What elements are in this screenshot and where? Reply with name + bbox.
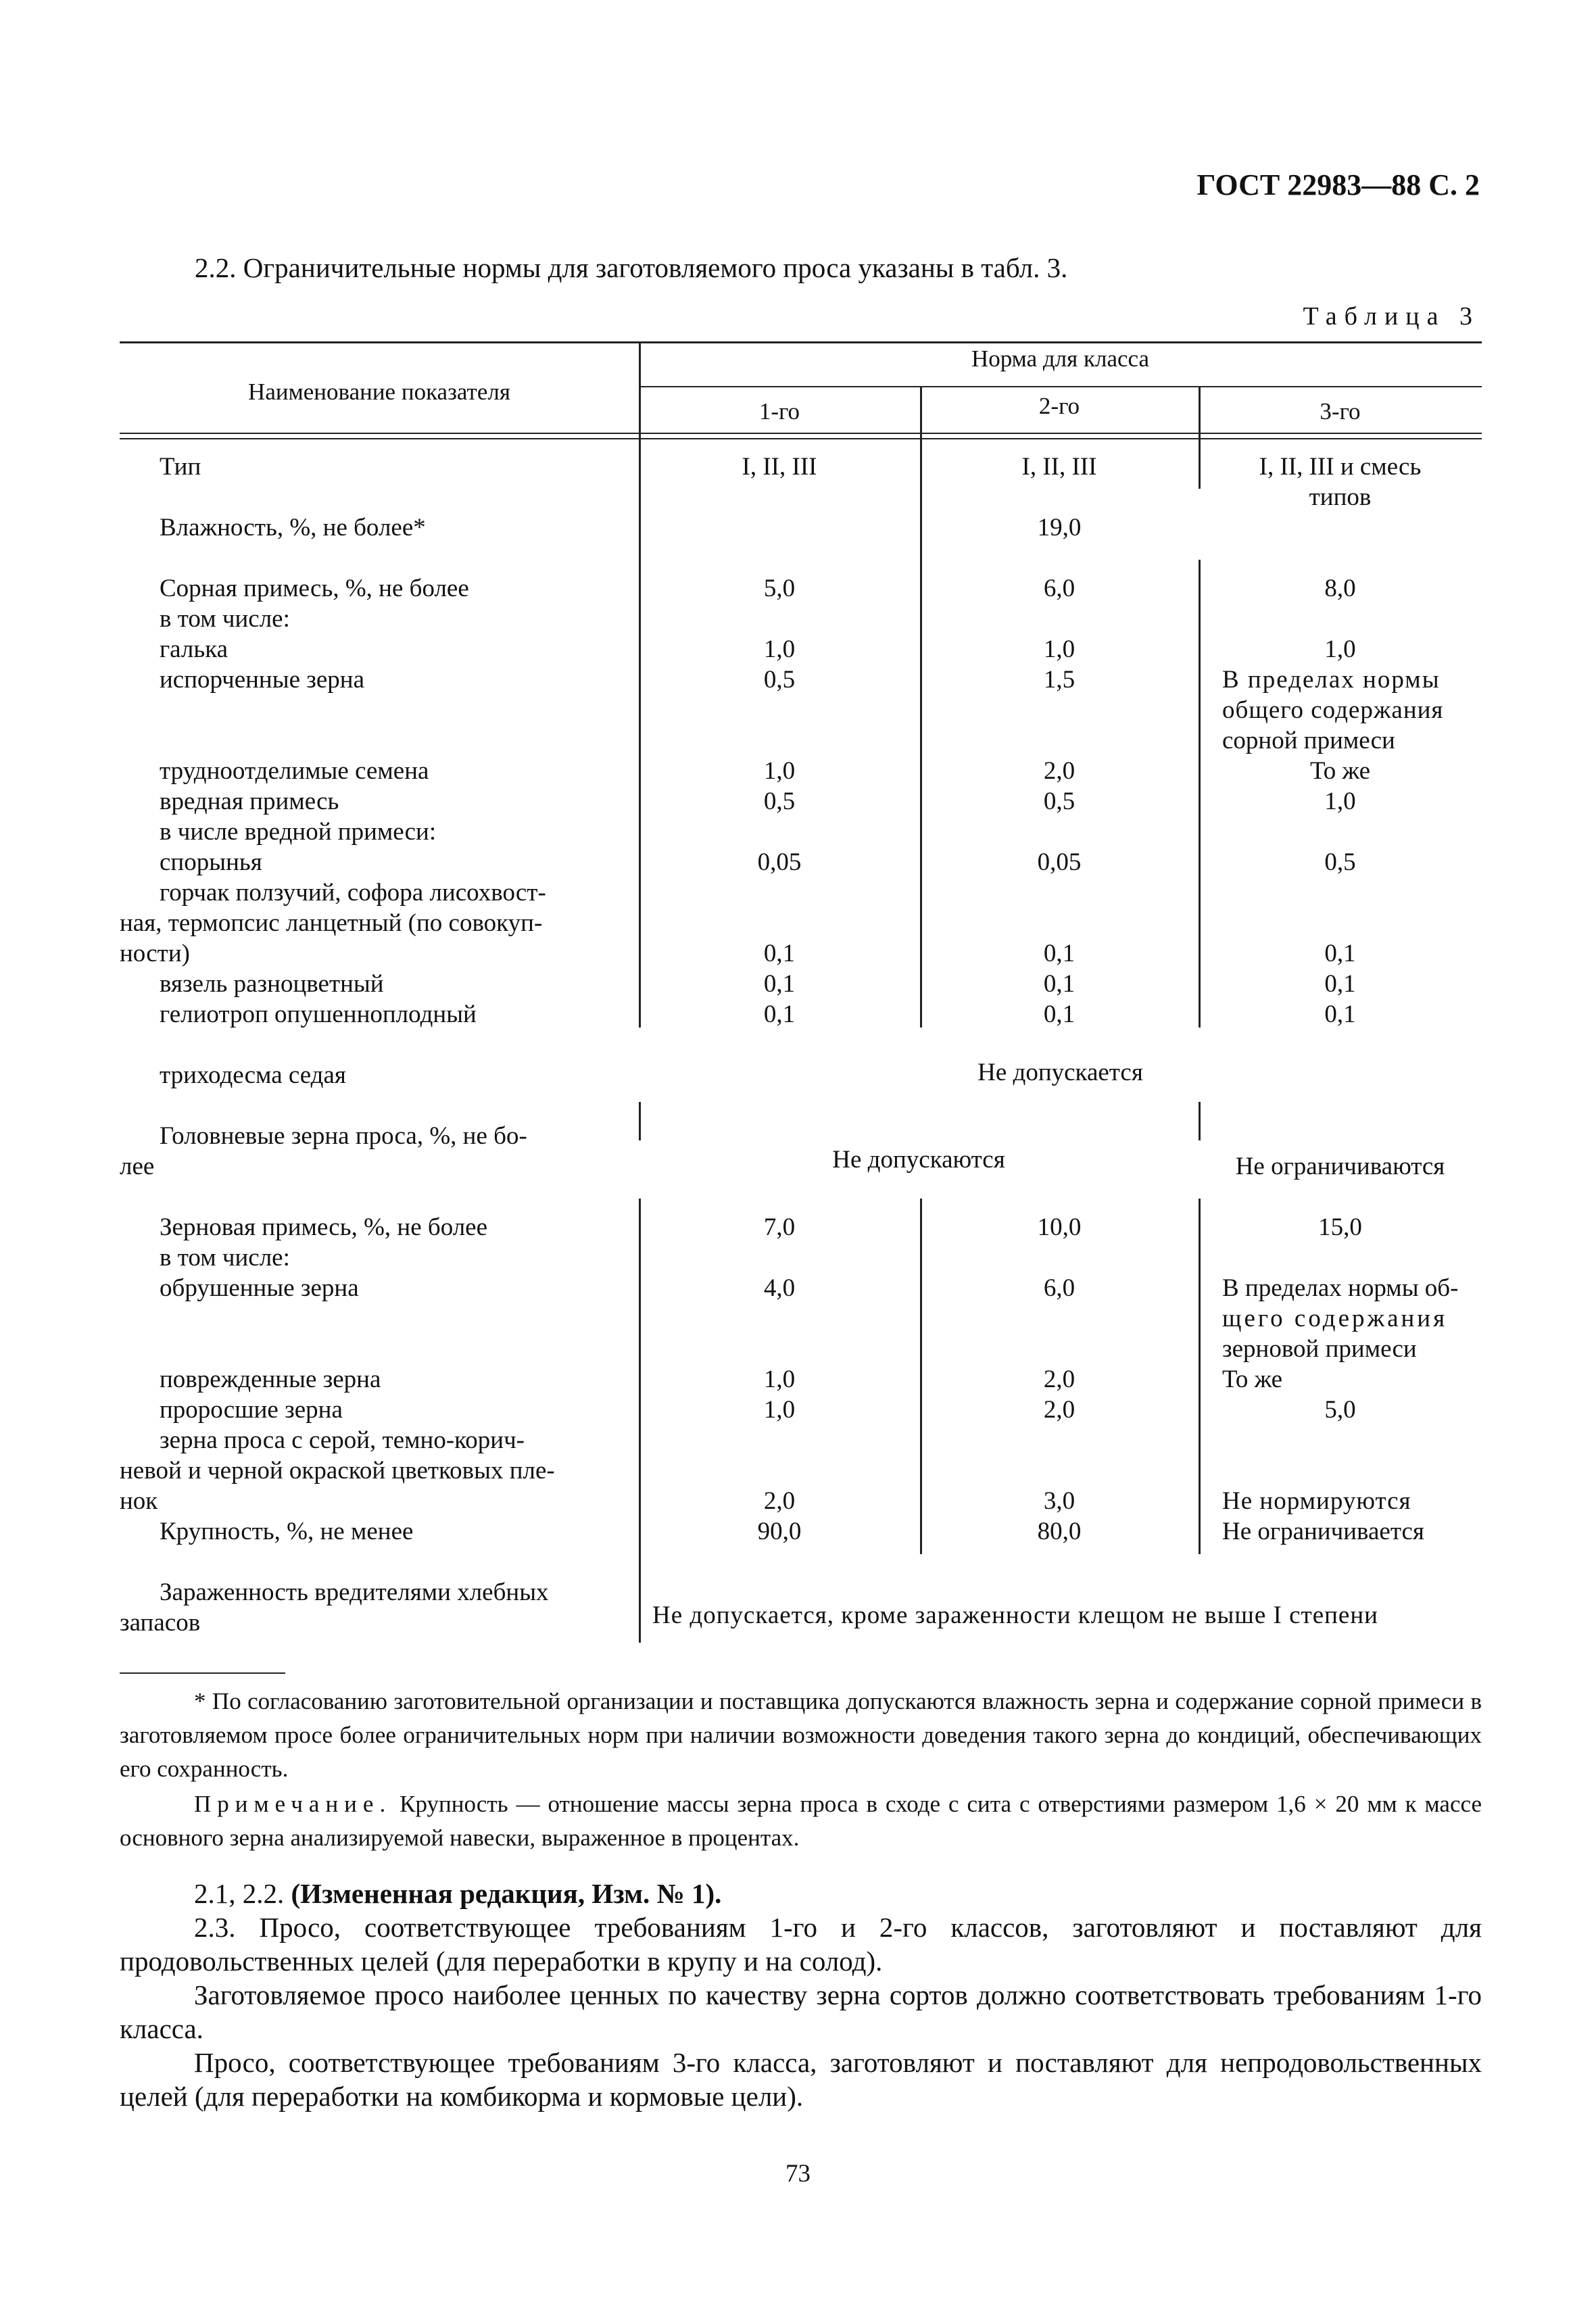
row-hulled-label: обрушенные зерна <box>160 1274 359 1302</box>
header-group-rule <box>639 386 1482 387</box>
row-hardsep-class1: 1,0 <box>763 757 796 785</box>
row-harmful-class2: 0,5 <box>1043 788 1075 815</box>
row-vyazel-label: вязель разноцветный <box>160 970 384 998</box>
footnote <box>120 1685 1482 1786</box>
paragraph-2-3-text: 2.3. Просо, соответствующее требованиям 1-го и 2-го классов, заготовляют и поставляют для продовольственных целей (для переработки в крупу и на солод). <box>120 1912 1482 1977</box>
header-indicator: Наименование показателя <box>248 379 510 405</box>
row-spoiled-class3: В пределах нормы <box>1222 666 1441 694</box>
paragraph-class3 <box>120 2046 1482 2113</box>
note <box>120 1787 1482 1855</box>
document-reference: ГОСТ 22983—88 С. 2 <box>1196 168 1480 201</box>
divider-indicator-2 <box>639 1102 641 1140</box>
row-spoiled-class3-cont2: сорной примеси <box>1222 727 1395 754</box>
row-gorchak-label-2: ная, термопсис ланцетный (по совокуп- <box>120 909 543 937</box>
row-incl3-label: в том числе: <box>160 1244 290 1272</box>
header-bottom-rule-2 <box>120 438 1482 439</box>
row-harmful-label: вредная примесь <box>160 788 339 815</box>
row-incl2-label: в числе вредной примеси: <box>160 818 437 846</box>
footnote-text: * По согласованию заготовительной организации и поставщика допускаются влажность зерна и содержание сорной примеси в заготовляемом просе более ограничительных норм при наличии возможности доведения такого зерна до кондиций, обеспечивающих его сохранность. <box>120 1688 1482 1782</box>
header-class-3: 3-го <box>1320 398 1361 425</box>
row-sprouted-class3: 5,0 <box>1324 1396 1356 1424</box>
row-gorchak-class2: 0,1 <box>1043 940 1075 967</box>
note-label: Примечание. <box>194 1791 392 1817</box>
amendment-note <box>120 1877 1482 1910</box>
row-heliotrop-class3: 0,1 <box>1324 1000 1356 1028</box>
row-vyazel-class2: 0,1 <box>1043 970 1075 998</box>
row-type-class1: I, II, III <box>742 453 817 481</box>
row-pebble-class1: 1,0 <box>763 635 796 663</box>
row-trichodesma-label: триходесма седая <box>160 1061 346 1089</box>
row-colored-label-3: нок <box>120 1487 158 1515</box>
row-ergot-label: спорынья <box>160 848 262 876</box>
row-colored-class2: 3,0 <box>1043 1487 1075 1515</box>
row-sprouted-label: проросшие зерна <box>160 1396 343 1424</box>
paragraph-class3-text: Просо, соответствующее требованиям 3-го класса, заготовляют и поставляют для непродовольственных целей (для переработки на комбикорма и кормовые цели). <box>120 2047 1482 2112</box>
row-weed-class3: 8,0 <box>1324 575 1356 602</box>
row-vyazel-class1: 0,1 <box>763 970 796 998</box>
row-type-label: Тип <box>160 453 201 481</box>
row-incl1-label: в том числе: <box>160 605 290 633</box>
row-size-class1: 90,0 <box>757 1518 802 1545</box>
row-smut-label-2: лее <box>120 1153 155 1180</box>
header-bottom-rule <box>120 433 1482 434</box>
row-hardsep-label: трудноотделимые семена <box>160 757 429 785</box>
row-grain-class2: 10,0 <box>1037 1213 1082 1241</box>
row-hardsep-class2: 2,0 <box>1043 757 1075 785</box>
row-harmful-class1: 0,5 <box>763 788 796 815</box>
row-smut-class3: Не ограничиваются <box>1235 1153 1445 1180</box>
paragraph-best-text: Заготовляемое просо наиболее ценных по качеству зерна сортов должно соответствовать требованиям 1-го класса. <box>120 1979 1482 2044</box>
row-weed-class1: 5,0 <box>763 575 796 602</box>
row-infest-label-1: Зараженность вредителями хлебных <box>160 1578 549 1606</box>
paragraph-2-3 <box>120 1910 1482 1978</box>
divider-indicator-4 <box>639 1604 641 1643</box>
row-heliotrop-class1: 0,1 <box>763 1000 796 1028</box>
row-ergot-class1: 0,05 <box>757 848 802 876</box>
row-spoiled-class3-cont: общего содержания <box>1222 696 1444 724</box>
row-moisture-value: 19,0 <box>1037 514 1082 541</box>
divider-class23-4 <box>1199 1199 1201 1554</box>
amendment-prefix: 2.1, 2.2. <box>194 1878 285 1909</box>
row-moisture-label: Влажность, %, не более* <box>160 514 426 541</box>
row-pebble-label: галька <box>160 635 228 663</box>
header-class-2: 2-го <box>1038 393 1080 419</box>
row-size-class3: Не ограничивается <box>1222 1518 1424 1545</box>
row-damaged-label: поврежденные зерна <box>160 1366 381 1393</box>
header-class-group: Норма для класса <box>971 345 1150 372</box>
row-colored-class1: 2,0 <box>763 1487 796 1515</box>
row-colored-label-1: зерна проса с серой, темно-корич- <box>160 1426 525 1454</box>
row-infest-label-2: запасов <box>120 1609 201 1637</box>
row-ergot-class3: 0,5 <box>1324 848 1356 876</box>
lead-paragraph: 2.2. Ограничительные нормы для заготовляемого проса указаны в табл. 3. <box>195 252 1068 283</box>
row-grain-class1: 7,0 <box>763 1213 796 1241</box>
row-damaged-class3: То же <box>1222 1366 1283 1393</box>
row-grain-class3: 15,0 <box>1318 1213 1362 1241</box>
row-vyazel-class3: 0,1 <box>1324 970 1356 998</box>
row-harmful-class3: 1,0 <box>1324 788 1356 815</box>
row-gorchak-class3: 0,1 <box>1324 940 1356 967</box>
row-hulled-class2: 6,0 <box>1043 1274 1075 1302</box>
row-colored-label-2: невой и черной окраской цветковых пле- <box>120 1457 555 1485</box>
row-heliotrop-label: гелиотроп опушенноплодный <box>160 1000 477 1028</box>
table-caption: Таблица 3 <box>1303 302 1480 331</box>
row-gorchak-label-3: ности) <box>120 940 190 967</box>
amendment-bold: (Измененная редакция, Изм. № 1). <box>291 1878 722 1909</box>
header-class-1: 1-го <box>758 398 800 425</box>
row-weed-class2: 6,0 <box>1043 575 1075 602</box>
row-hulled-class3-cont: щего содержания <box>1222 1305 1448 1332</box>
row-trichodesma-value: Не допускается <box>977 1059 1143 1086</box>
row-size-class2: 80,0 <box>1037 1518 1082 1545</box>
row-spoiled-class1: 0,5 <box>763 666 796 694</box>
row-size-label: Крупность, %, не менее <box>160 1518 414 1545</box>
row-pebble-class2: 1,0 <box>1043 635 1075 663</box>
footnote-rule <box>120 1672 285 1674</box>
row-grain-label: Зерновая примесь, %, не более <box>160 1213 488 1241</box>
row-pebble-class3: 1,0 <box>1324 635 1356 663</box>
row-sprouted-class2: 2,0 <box>1043 1396 1075 1424</box>
row-gorchak-class1: 0,1 <box>763 940 796 967</box>
divider-class12 <box>920 387 922 1028</box>
divider-class23-3 <box>1199 1102 1201 1140</box>
row-colored-class3: Не нормируются <box>1222 1487 1411 1515</box>
row-hulled-class1: 4,0 <box>763 1274 796 1302</box>
row-hulled-class3: В пределах нормы об- <box>1222 1274 1459 1302</box>
row-damaged-class2: 2,0 <box>1043 1366 1075 1393</box>
row-damaged-class1: 1,0 <box>763 1366 796 1393</box>
row-ergot-class2: 0,05 <box>1037 848 1082 876</box>
note-text: Крупность — отношение массы зерна проса в сходе с сита с отверстиями размером 1,6 × 20 мм к массе основного зерна анализируемой навески, выраженное в процентах. <box>120 1791 1482 1851</box>
row-spoiled-label: испорченные зерна <box>160 666 365 694</box>
row-smut-class12: Не допускаются <box>832 1146 1005 1174</box>
row-type-class2: I, II, III <box>1021 453 1097 481</box>
row-sprouted-class1: 1,0 <box>763 1396 796 1424</box>
row-type-class3: I, II, III и смесь <box>1259 453 1422 481</box>
row-infest-value: Не допускается, кроме зараженности клещом не выше I степени <box>652 1601 1378 1629</box>
row-hulled-class3-cont2: зерновой примеси <box>1222 1335 1417 1363</box>
paragraph-best-varieties <box>120 1978 1482 2046</box>
row-smut-label-1: Головневые зерна проса, %, не бо- <box>160 1122 527 1150</box>
row-spoiled-class2: 1,5 <box>1043 666 1075 694</box>
row-gorchak-label-1: горчак ползучий, софора лисохвост- <box>160 879 546 907</box>
page-number: 73 <box>785 2160 811 2188</box>
row-weed-label: Сорная примесь, %, не более <box>160 575 469 602</box>
row-type-class3-cont: типов <box>1309 483 1372 511</box>
row-heliotrop-class2: 0,1 <box>1043 1000 1075 1028</box>
row-hardsep-class3: То же <box>1309 757 1371 785</box>
